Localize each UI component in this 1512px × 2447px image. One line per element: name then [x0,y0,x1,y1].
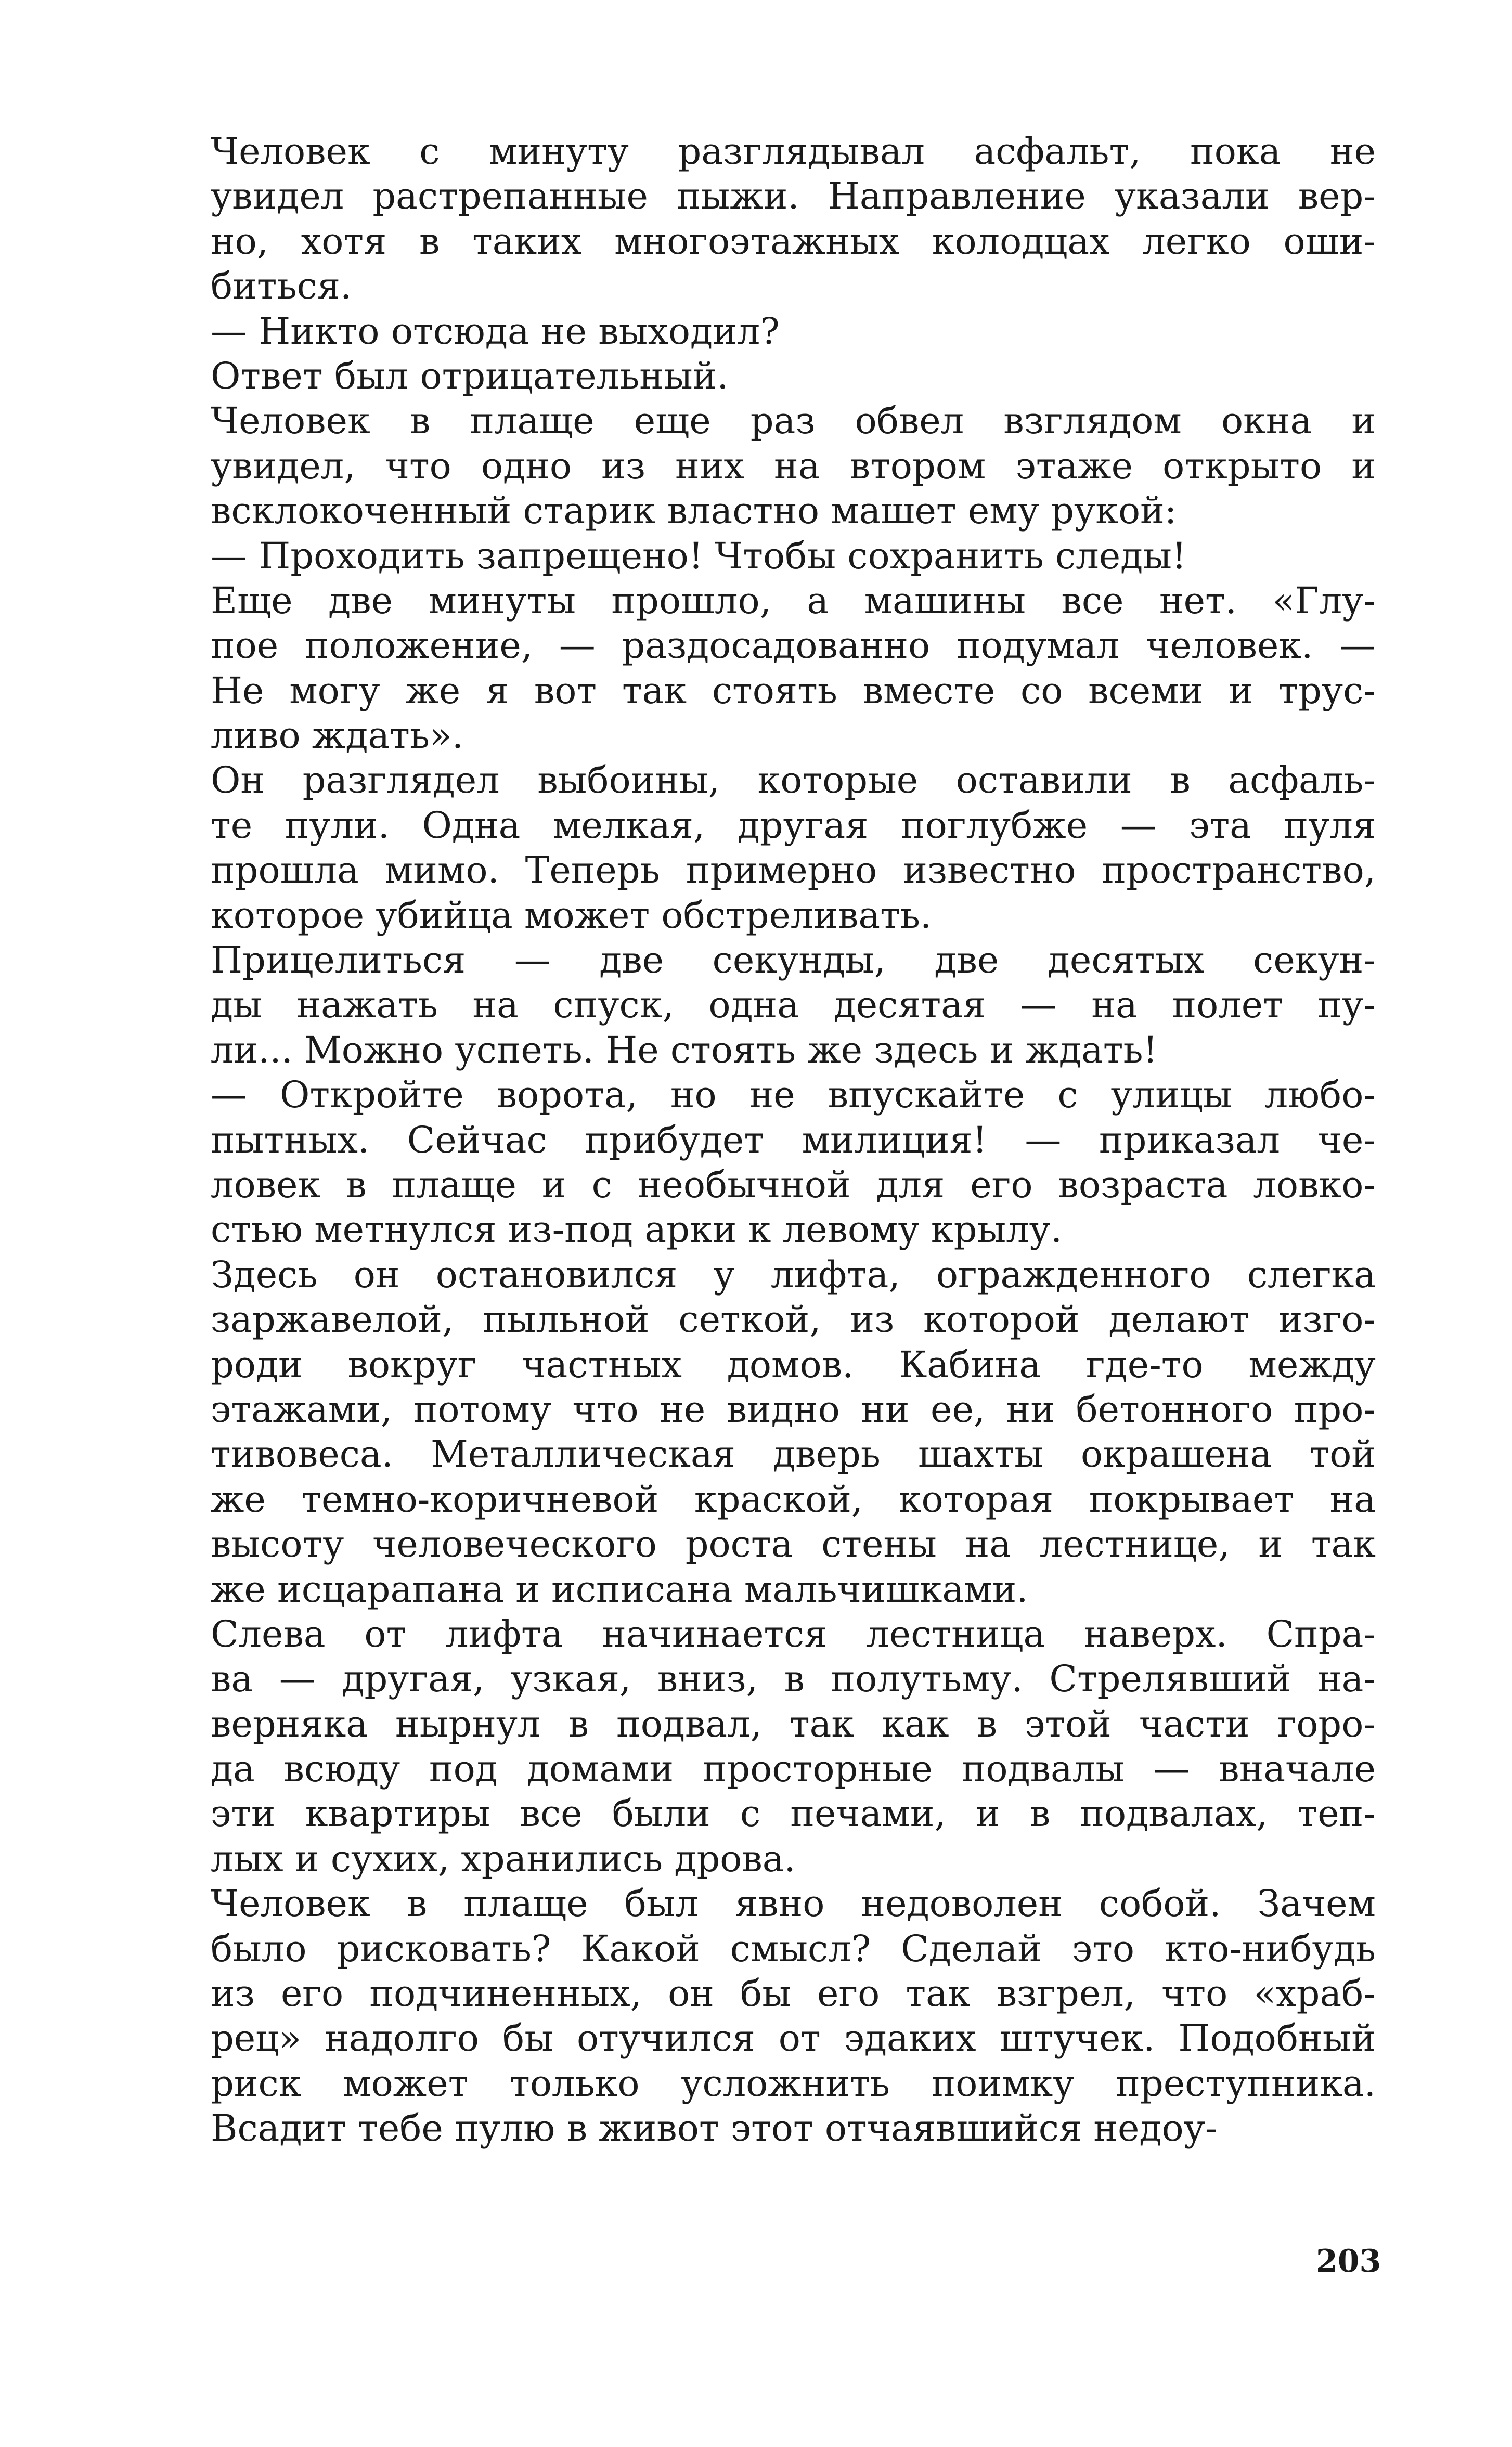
text-line: же исцарапана и исписана мальчишками. [211,1568,1028,1611]
text-line: Не могу же я вот так стоять вместе со всеми и трус- [211,669,1376,712]
text-line: всклокоченный старик властно машет ему рукой: [211,489,1177,533]
text-line: пытных. Сейчас прибудет милиция! — приказал че- [211,1118,1376,1161]
text-line: этажами, потому что не видно ни ее, ни бетонного про- [211,1388,1376,1431]
text-line: лых и сухих, хранились дрова. [211,1837,796,1880]
text-line: Человек с минуту разглядывал асфальт, пока не [211,130,1376,173]
text-line: прошла мимо. Теперь примерно известно пространство, [211,849,1376,892]
text-line: верняка нырнул в подвал, так как в этой части горо- [211,1702,1376,1745]
text-line: Прицелиться — две секунды, две десятых секун- [211,939,1376,982]
text-line: ли... Можно успеть. Не стоять же здесь и ждать! [211,1028,1158,1071]
text-line: — Откройте ворота, но не впускайте с улицы любо- [211,1073,1376,1117]
text-line: высоту человеческого роста стены на лестнице, и так [211,1523,1376,1566]
text-line: — Проходить запрещено! Чтобы сохранить следы! [211,534,1187,577]
text-line: было рисковать? Какой смысл? Сделай это кто-нибудь [211,1927,1376,1970]
text-line: те пули. Одна мелкая, другая поглубже — эта пуля [211,804,1376,847]
text-line: биться. [211,265,352,308]
text-line: Ответ был отрицательный. [211,354,729,397]
text-line: которое убийца может обстреливать. [211,894,932,937]
text-line: Человек в плаще еще раз обвел взглядом окна и [211,399,1376,443]
text-line: Человек в плаще был явно недоволен собой. Зачем [211,1882,1376,1925]
text-line: риск может только усложнить поимку преступника. [211,2062,1376,2105]
text-line: — Никто отсюда не выходил? [211,309,780,353]
text-line: из его подчиненных, он бы его так взгрел, что «храб- [211,1972,1376,2015]
text-line: эти квартиры все были с печами, и в подвалах, теп- [211,1792,1376,1835]
text-line: пое положение, — раздосадованно подумал человек. — [211,624,1376,667]
text-line: Всадит тебе пулю в живот этот отчаявшийся недоу- [211,2107,1218,2150]
text-line: Он разглядел выбоины, которые оставили в асфаль- [211,759,1376,802]
text-line: тивовеса. Металлическая дверь шахты окрашена той [211,1433,1376,1476]
text-line: ды нажать на спуск, одна десятая — на полет пу- [211,983,1376,1027]
text-line: рец» надолго бы отучился от эдаких штучек. Подобный [211,2017,1376,2060]
text-line: ливо ждать». [211,714,464,757]
text-line: Еще две минуты прошло, а машины все нет. «Глу- [211,579,1376,622]
text-line: ва — другая, узкая, вниз, в полутьму. Стрелявший на- [211,1658,1376,1701]
text-line: заржавелой, пыльной сеткой, из которой делают изго- [211,1298,1376,1341]
text-line: ловек в плаще и с необычной для его возраста ловко- [211,1163,1376,1206]
body-text [211,129,1376,2151]
text-line: роди вокруг частных домов. Кабина где-то между [211,1343,1376,1386]
text-line: стью метнулся из-под арки к левому крылу. [211,1208,1063,1251]
text-line: увидел, что одно из них на втором этаже открыто и [211,444,1376,487]
text-line: Слева от лифта начинается лестница наверх. Спра- [211,1612,1376,1655]
text-line: но, хотя в таких многоэтажных колодцах легко оши- [211,219,1376,263]
text-line: да всюду под домами просторные подвалы — вначале [211,1747,1376,1791]
page-number: 203 [1316,2243,1381,2280]
text-line: увидел растрепанные пыжи. Направление указали вер- [211,175,1376,218]
text-line: Здесь он остановился у лифта, огражденного слегка [211,1253,1376,1296]
text-line: же темно-коричневой краской, которая покрывает на [211,1478,1376,1521]
